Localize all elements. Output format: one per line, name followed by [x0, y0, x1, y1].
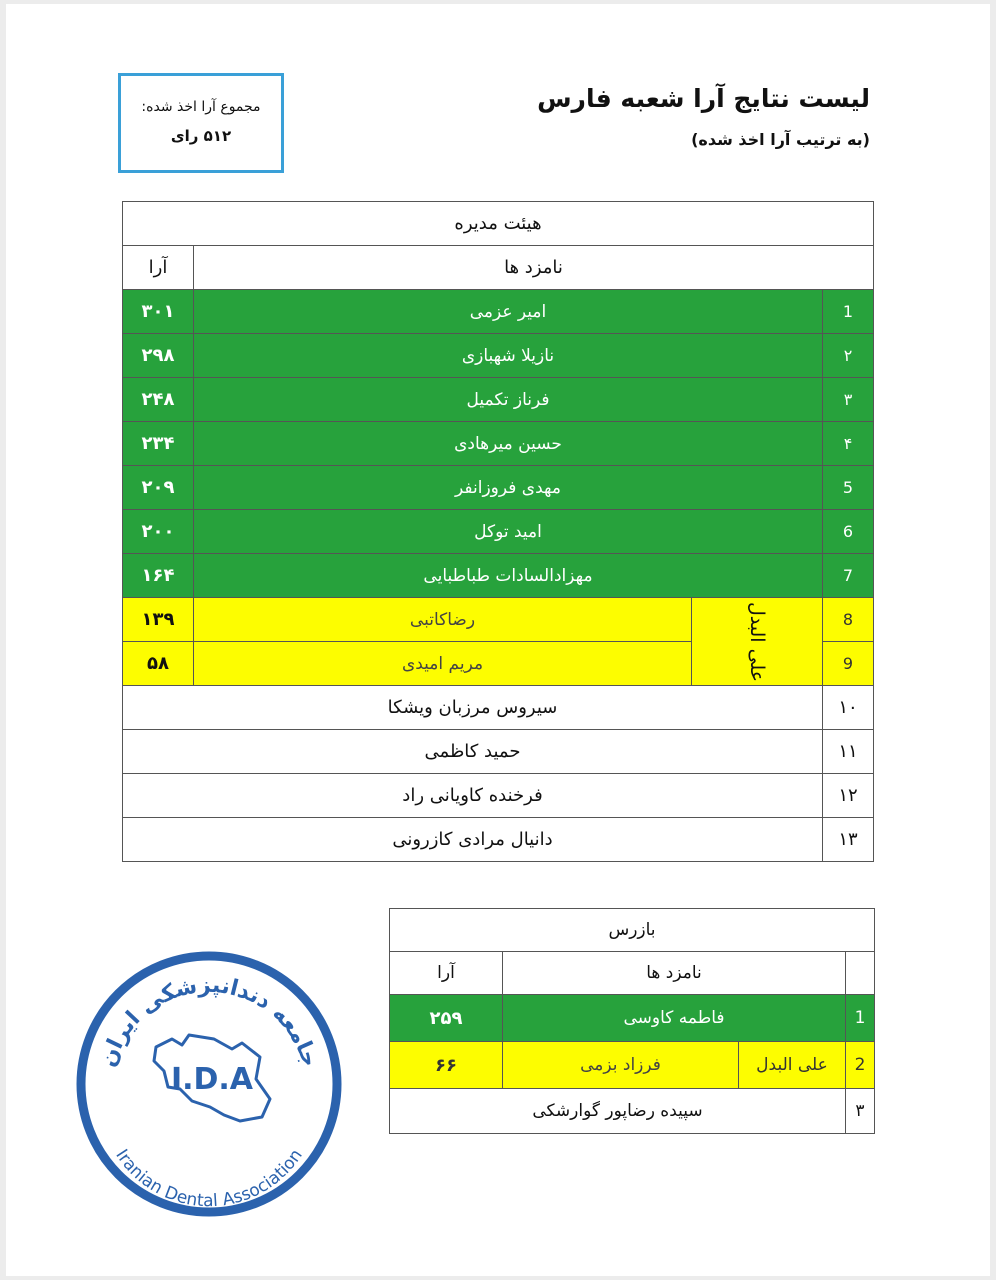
votes-cell: ۶۶ — [390, 1042, 503, 1089]
candidate-name: مریم امیدی — [194, 642, 692, 686]
votes-cell: ۱۶۴ — [123, 554, 194, 598]
logo-abbr: I.D.A — [170, 1062, 254, 1097]
table-row — [123, 818, 874, 862]
alternate-label: علی البدل — [746, 601, 768, 682]
rank-number: ۱۳ — [823, 818, 874, 862]
rank-number: 1 — [823, 290, 874, 334]
table-row — [123, 598, 874, 642]
ida-logo — [64, 939, 354, 1229]
table-row — [123, 334, 874, 378]
rank-number: ۴ — [823, 422, 874, 466]
logo-arc-text: جامعه دندانپزشکی ایران — [95, 972, 323, 1070]
table-row — [123, 378, 874, 422]
votes-cell: ۲۴۸ — [123, 378, 194, 422]
votes-cell: ۲۰۰ — [123, 510, 194, 554]
rank-number: ۳ — [823, 378, 874, 422]
candidate-name: فرخنده کاویانی راد — [123, 774, 823, 818]
board-title: هیئت مدیره — [123, 202, 874, 246]
alternate-label-cell — [692, 598, 823, 686]
votes-cell: ۳۰۱ — [123, 290, 194, 334]
inspector-table — [389, 908, 875, 1134]
candidate-name: سپیده رضاپور گوارشکی — [390, 1089, 846, 1134]
rank-number: ۲ — [823, 334, 874, 378]
votes-cell: ۲۳۴ — [123, 422, 194, 466]
candidate-name: مهزادالسادات طباطبایی — [194, 554, 823, 598]
rank-number: 7 — [823, 554, 874, 598]
candidate-name: امید توکل — [194, 510, 823, 554]
candidate-name: فرناز تکمیل — [194, 378, 823, 422]
page-subtitle: (به ترتیب آرا اخذ شده) — [691, 130, 870, 149]
votes-cell: ۱۳۹ — [123, 598, 194, 642]
rank-number: 5 — [823, 466, 874, 510]
rank-number: ۱۲ — [823, 774, 874, 818]
rank-number: 2 — [846, 1042, 875, 1089]
inspector-title: بازرس — [390, 909, 875, 952]
votes-cell: ۲۰۹ — [123, 466, 194, 510]
rank-number: 9 — [823, 642, 874, 686]
table-row — [123, 554, 874, 598]
candidate-name: حسین میرهادی — [194, 422, 823, 466]
rank-number: 8 — [823, 598, 874, 642]
page-title: لیست نتایج آرا شعبه فارس — [537, 84, 870, 113]
table-row — [390, 1042, 875, 1089]
candidate-name: امیر عزمی — [194, 290, 823, 334]
candidate-name: رضاکاتبی — [194, 598, 692, 642]
inspector-col-candidates: نامزد ها — [503, 952, 846, 995]
board-col-candidates: نامزد ها — [194, 246, 874, 290]
rank-number: ۱۱ — [823, 730, 874, 774]
votes-cell: ۲۵۹ — [390, 995, 503, 1042]
table-row — [123, 686, 874, 730]
rank-number: 1 — [846, 995, 875, 1042]
total-votes-value: ۵۱۲ رای — [170, 127, 232, 145]
rank-number: 6 — [823, 510, 874, 554]
table-row — [123, 730, 874, 774]
candidate-name: حمید کاظمی — [123, 730, 823, 774]
alternate-label: علی البدل — [739, 1042, 846, 1089]
table-row — [123, 290, 874, 334]
total-votes-box — [118, 73, 284, 173]
table-row — [123, 510, 874, 554]
total-votes-label: مجموع آرا اخذ شده: — [141, 99, 261, 115]
page — [6, 4, 990, 1276]
candidate-name: نازیلا شهبازی — [194, 334, 823, 378]
table-row — [123, 422, 874, 466]
board-col-votes: آرا — [123, 246, 194, 290]
board-table — [122, 201, 874, 862]
candidate-name: فاطمه کاوسی — [503, 995, 846, 1042]
table-row — [390, 1089, 875, 1134]
votes-cell: ۵۸ — [123, 642, 194, 686]
votes-cell: ۲۹۸ — [123, 334, 194, 378]
candidate-name: فرزاد بزمی — [503, 1042, 739, 1089]
logo-english-text: Iranian Dental Association — [111, 1145, 307, 1212]
rank-number: ۱۰ — [823, 686, 874, 730]
table-row — [123, 774, 874, 818]
candidate-name: مهدی فروزانفر — [194, 466, 823, 510]
table-row — [390, 995, 875, 1042]
rank-number: ۳ — [846, 1089, 875, 1134]
candidate-name: دانیال مرادی کازرونی — [123, 818, 823, 862]
candidate-name: سیروس مرزبان ویشکا — [123, 686, 823, 730]
table-row — [123, 466, 874, 510]
inspector-col-votes: آرا — [390, 952, 503, 995]
